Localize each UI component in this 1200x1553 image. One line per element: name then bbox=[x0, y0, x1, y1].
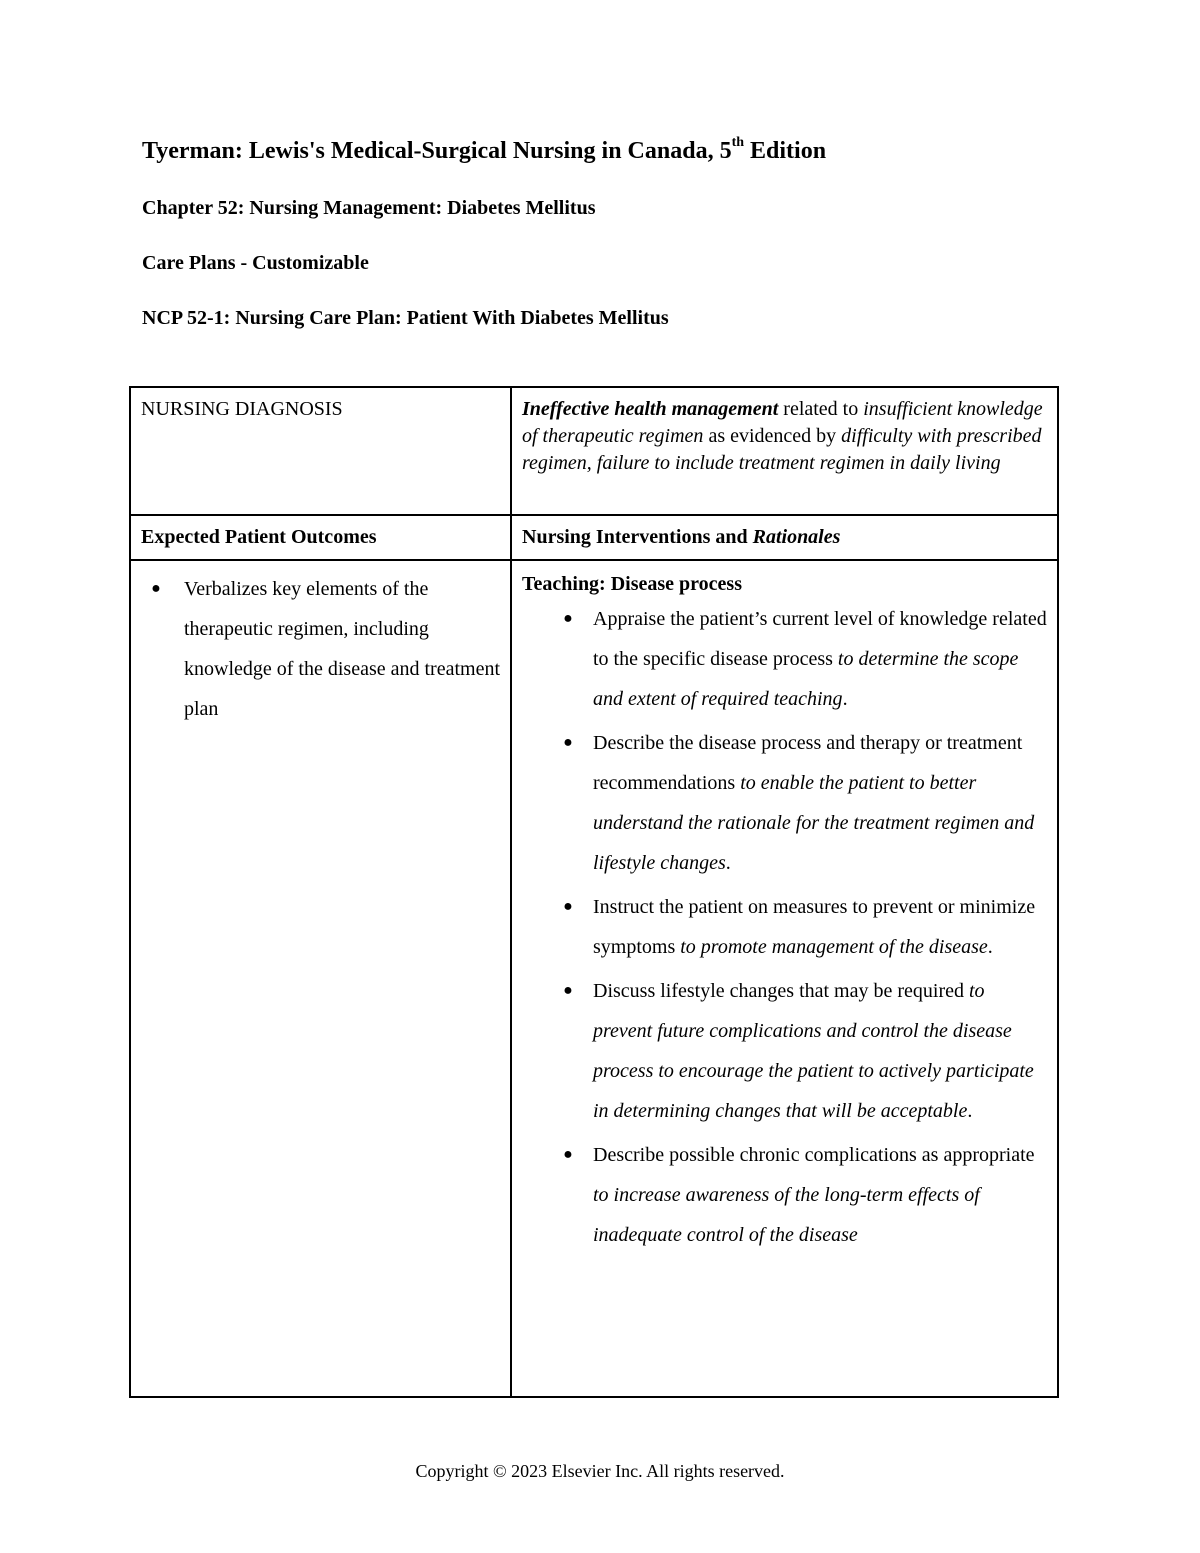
interventions-cell bbox=[511, 560, 1058, 1397]
intervention-item bbox=[522, 887, 1047, 967]
teaching-title: Teaching: Disease process bbox=[522, 573, 742, 595]
intervention-end: . bbox=[842, 688, 848, 710]
diagnosis-label: NURSING DIAGNOSIS bbox=[141, 398, 343, 420]
intervention-end: . bbox=[967, 1100, 973, 1122]
intervention-item bbox=[522, 971, 1047, 1131]
diagnosis-row bbox=[130, 387, 1058, 515]
bullet-icon: ● bbox=[563, 610, 573, 627]
diagnosis-cause: insufficient knowledge of therapeutic regimen bbox=[522, 398, 1043, 447]
intervention-action: Instruct the patient on measures to prevent or minimize symptoms bbox=[593, 896, 1036, 958]
diagnosis-label-cell bbox=[130, 387, 511, 515]
title-superscript: th bbox=[731, 135, 745, 150]
intervention-action: Discuss lifestyle changes that may be required bbox=[593, 980, 969, 1002]
document-title bbox=[142, 135, 827, 165]
intervention-item bbox=[522, 723, 1047, 883]
intervention-rationale: to prevent future complications and control the disease process to encourage the patient to actively participate in determining changes that will be acceptable bbox=[593, 980, 1034, 1122]
copyright-footer: Copyright © 2023 Elsevier Inc. All rights reserved. bbox=[415, 1461, 785, 1481]
rationales-header-text: Rationales bbox=[752, 526, 841, 548]
intervention-rationale: to promote management of the disease bbox=[680, 936, 988, 958]
chapter-heading: Chapter 52: Nursing Management: Diabetes Mellitus bbox=[142, 197, 596, 219]
diagnosis-related-to: related to bbox=[778, 398, 864, 420]
intervention-action: Appraise the patient’s current level of knowledge related to the specific disease process bbox=[593, 608, 1047, 670]
outcomes-header: Expected Patient Outcomes bbox=[130, 515, 511, 560]
outcome-text: Verbalizes key elements of the therapeutic regimen, including knowledge of the disease and treatment plan bbox=[184, 578, 500, 720]
intervention-rationale: to increase awareness of the long-term effects of inadequate control of the disease bbox=[593, 1184, 980, 1246]
bullet-icon: ● bbox=[563, 982, 573, 999]
diagnosis-cell bbox=[511, 387, 1058, 515]
title-text: Tyerman: Lewis's Medical-Surgical Nursing in Canada, 5 bbox=[142, 138, 732, 164]
diagnosis-problem: Ineffective health management bbox=[522, 398, 779, 420]
section-heading: Care Plans - Customizable bbox=[142, 252, 369, 274]
outcomes-cell bbox=[130, 560, 511, 1397]
title-suffix: Edition bbox=[744, 138, 827, 164]
content-row bbox=[130, 560, 1058, 1397]
bullet-icon: ● bbox=[151, 580, 161, 597]
diagnosis-evidence: difficulty with prescribed regimen, failure to include treatment regimen in daily living bbox=[522, 425, 1042, 474]
interventions-header bbox=[511, 515, 1058, 560]
intervention-action: Describe the disease process and therapy or treatment recommendations bbox=[593, 732, 1023, 794]
intervention-rationale: to determine the scope and extent of required teaching bbox=[593, 648, 1019, 710]
bullet-icon: ● bbox=[563, 1146, 573, 1163]
diagnosis-evidenced-by: as evidenced by bbox=[703, 425, 842, 447]
care-plan-heading: NCP 52-1: Nursing Care Plan: Patient With Diabetes Mellitus bbox=[142, 307, 669, 329]
intervention-end: . bbox=[987, 936, 993, 958]
intervention-item bbox=[522, 1135, 1047, 1255]
bullet-icon: ● bbox=[563, 734, 573, 751]
interventions-header-text: Nursing Interventions and bbox=[522, 526, 753, 548]
column-header-row bbox=[130, 515, 1058, 560]
outcomes-list bbox=[141, 569, 500, 729]
interventions-list bbox=[522, 599, 1047, 1255]
intervention-action: Describe possible chronic complications as appropriate bbox=[593, 1144, 1035, 1166]
intervention-item bbox=[522, 599, 1047, 719]
care-plan-table bbox=[129, 386, 1059, 1398]
intervention-rationale: to enable the patient to better understand the rationale for the treatment regimen and lifestyle changes bbox=[593, 772, 1035, 874]
intervention-end: . bbox=[725, 852, 731, 874]
outcome-item bbox=[141, 569, 500, 729]
bullet-icon: ● bbox=[563, 898, 573, 915]
